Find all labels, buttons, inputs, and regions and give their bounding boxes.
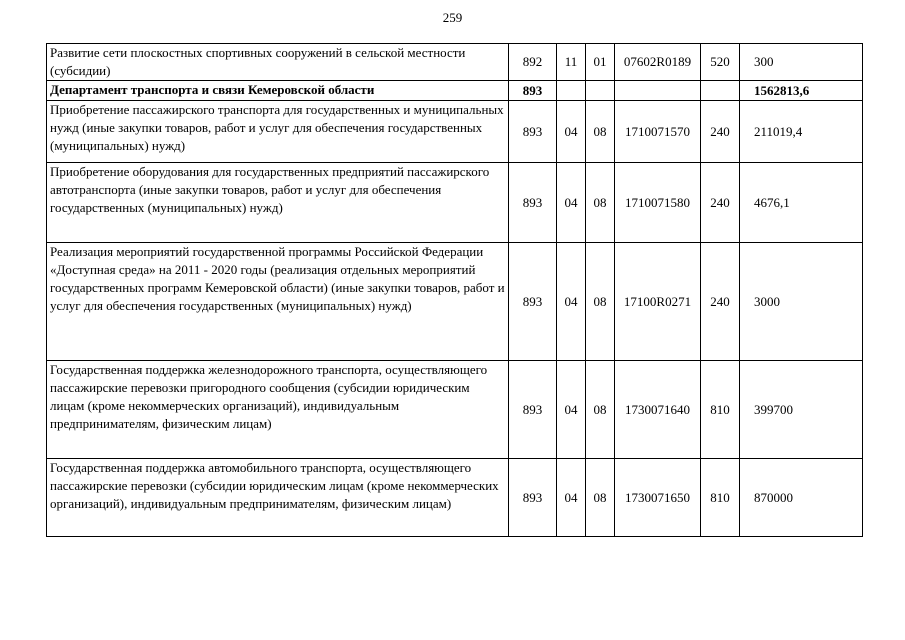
row-name: Государственная поддержка автомобильного транспорта, осуществляющего пассажирские перевозки (субсидии юридическим лицам (кроме некоммерческих организаций), индивидуальным предпринимателям, физическим лицам)	[47, 459, 509, 537]
subsection-code: 01	[586, 44, 615, 81]
subsection-code: 08	[586, 163, 615, 243]
ministry-code: 892	[509, 44, 557, 81]
table-row	[47, 81, 863, 101]
section-code: 04	[557, 163, 586, 243]
row-name: Развитие сети плоскостных спортивных сооружений в сельской местности (субсидии)	[47, 44, 509, 81]
row-name: Департамент транспорта и связи Кемеровской области	[47, 81, 509, 101]
section-code: 11	[557, 44, 586, 81]
subsection-code	[586, 81, 615, 101]
target-code: 1730071640	[615, 361, 701, 459]
table-row	[47, 361, 863, 459]
target-code: 07602R0189	[615, 44, 701, 81]
ministry-code: 893	[509, 81, 557, 101]
subsection-code: 08	[586, 361, 615, 459]
ministry-code: 893	[509, 101, 557, 163]
row-name: Приобретение оборудования для государственных предприятий пассажирского автотранспорта (иные закупки товаров, работ и услуг для обеспечения государственных (муниципальных) нужд)	[47, 163, 509, 243]
table-row	[47, 243, 863, 361]
expense-type-code	[701, 81, 740, 101]
page-number: 259	[442, 10, 463, 25]
amount: 399700	[740, 361, 863, 459]
subsection-code: 08	[586, 243, 615, 361]
target-code: 1710071580	[615, 163, 701, 243]
expense-type-code: 240	[701, 163, 740, 243]
row-name: Реализация мероприятий государственной программы Российской Федерации «Доступная среда» на 2011 - 2020 годы (реализация отдельных мероприятий государственных программ Кемеровской области) (иные закупки товаров, работ и услуг для обеспечения государственных (муниципальных) нужд)	[47, 243, 509, 361]
ministry-code: 893	[509, 361, 557, 459]
budget-table	[46, 43, 863, 537]
expense-type-code: 520	[701, 44, 740, 81]
amount: 211019,4	[740, 101, 863, 163]
amount: 3000	[740, 243, 863, 361]
amount: 870000	[740, 459, 863, 537]
subsection-code: 08	[586, 459, 615, 537]
amount: 300	[740, 44, 863, 81]
row-name: Приобретение пассажирского транспорта для государственных и муниципальных нужд (иные закупки товаров, работ и услуг для обеспечения государственных (муниципальных) нужд)	[47, 101, 509, 163]
expense-type-code: 240	[701, 243, 740, 361]
section-code: 04	[557, 243, 586, 361]
ministry-code: 893	[509, 459, 557, 537]
ministry-code: 893	[509, 163, 557, 243]
section-code	[557, 81, 586, 101]
target-code	[615, 81, 701, 101]
table-row	[47, 163, 863, 243]
target-code: 1710071570	[615, 101, 701, 163]
expense-type-code: 810	[701, 459, 740, 537]
amount: 4676,1	[740, 163, 863, 243]
section-code: 04	[557, 459, 586, 537]
table-row	[47, 459, 863, 537]
row-name: Государственная поддержка железнодорожного транспорта, осуществляющего пассажирские перевозки пригородного сообщения (субсидии юридическим лицам (кроме некоммерческих организаций), индивидуальным предпринимателям, физическим лицам)	[47, 361, 509, 459]
ministry-code: 893	[509, 243, 557, 361]
amount: 1562813,6	[740, 81, 863, 101]
expense-type-code: 810	[701, 361, 740, 459]
target-code: 17100R0271	[615, 243, 701, 361]
section-code: 04	[557, 101, 586, 163]
subsection-code: 08	[586, 101, 615, 163]
table-row	[47, 101, 863, 163]
target-code: 1730071650	[615, 459, 701, 537]
expense-type-code: 240	[701, 101, 740, 163]
section-code: 04	[557, 361, 586, 459]
table-row	[47, 44, 863, 81]
